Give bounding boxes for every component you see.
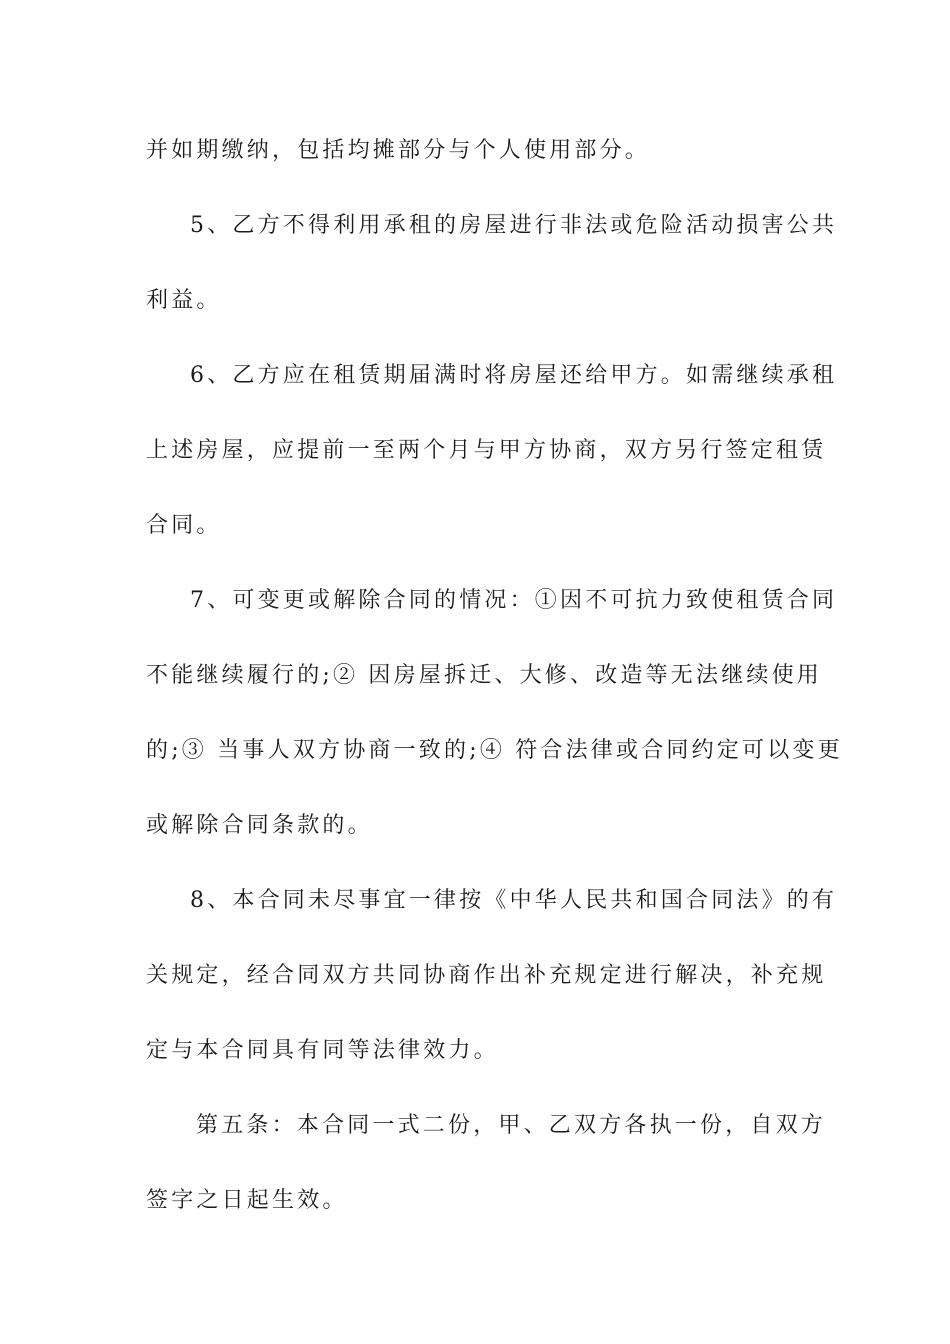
paragraph-line: 不能继续履行的;② 因房屋拆迁、大修、改造等无法继续使用 <box>146 663 823 688</box>
document-body <box>146 126 843 1251</box>
paragraph-line: 或解除合同条款的。 <box>146 813 373 838</box>
paragraph-line: 定与本合同具有同等法律效力。 <box>146 1038 499 1063</box>
paragraph-line: 上述房屋，应提前一至两个月与甲方协商，双方另行签定租赁 <box>146 438 827 463</box>
paragraph-line: 第五条：本合同一式二份，甲、乙双方各执一份，自双方 <box>196 1113 827 1138</box>
paragraph-line: 5、乙方不得利用承租的房屋进行非法或危险活动损害公共 <box>190 213 838 238</box>
paragraph-line: 合同。 <box>146 513 222 538</box>
paragraph-line: 并如期缴纳，包括均摊部分与个人使用部分。 <box>146 138 651 163</box>
paragraph-line: 8、本合同未尽事宜一律按《中华人民共和国合同法》的有 <box>190 888 838 913</box>
paragraph-line: 利益。 <box>146 288 222 313</box>
paragraph-line: 签字之日起生效。 <box>146 1188 348 1213</box>
paragraph-line: 关规定，经合同双方共同协商作出补充规定进行解决，补充规 <box>146 963 827 988</box>
paragraph-line: 7、可变更或解除合同的情况：①因不可抗力致使租赁合同 <box>190 588 838 613</box>
paragraph-line: 6、乙方应在租赁期届满时将房屋还给甲方。如需继续承租 <box>190 363 838 388</box>
paragraph-line: 的;③ 当事人双方协商一致的;④ 符合法律或合同约定可以变更 <box>146 738 843 763</box>
